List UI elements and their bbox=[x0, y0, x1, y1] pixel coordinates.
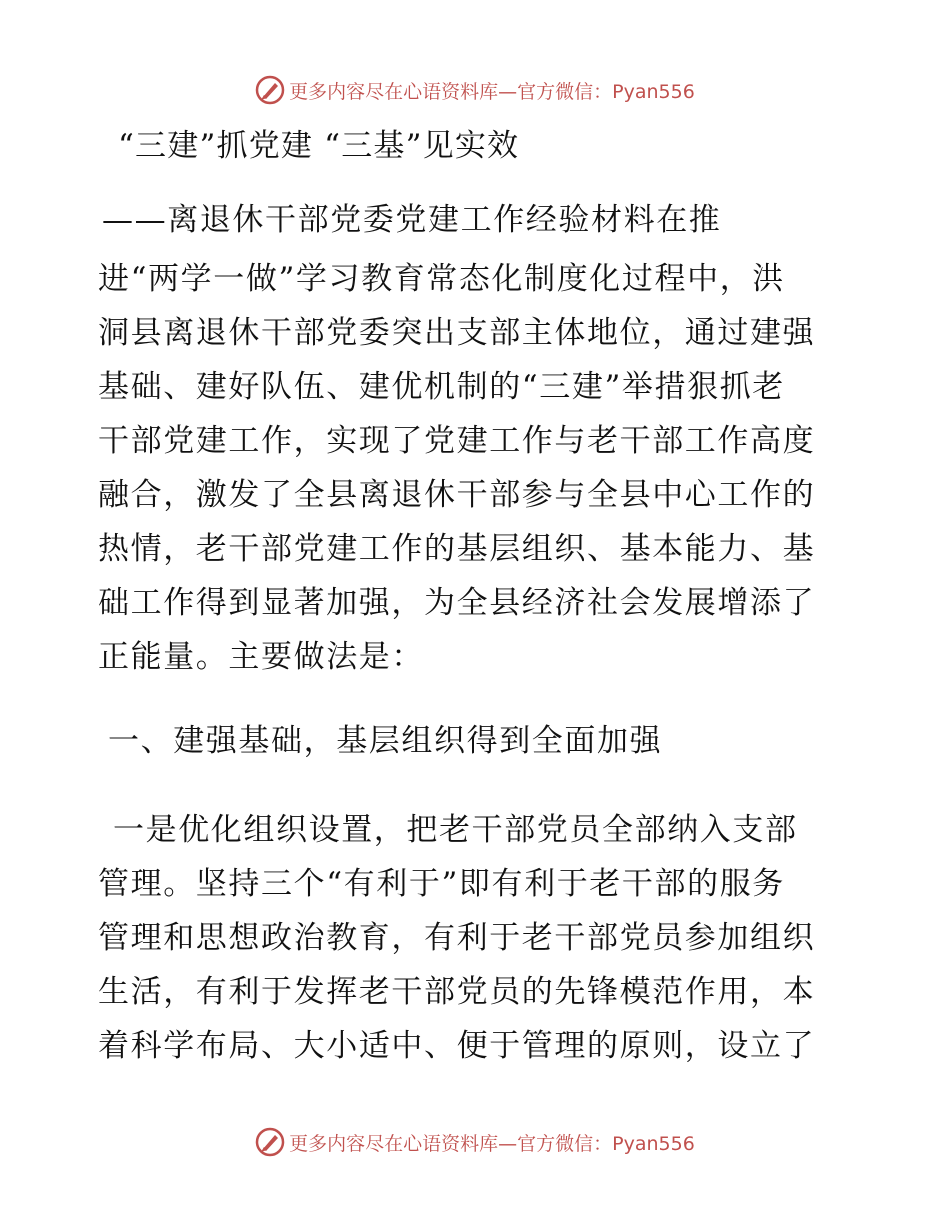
paragraph-line: 础工作得到显著加强，为全县经济社会发展增添了 bbox=[98, 585, 816, 621]
document-title: “三建”抓党建 “三基”见实效 bbox=[118, 128, 520, 164]
header-watermark bbox=[0, 70, 950, 110]
paragraph-line: 一是优化组织设置，把老干部党员全部纳入支部 bbox=[113, 812, 798, 848]
section-heading: 一、建强基础，基层组织得到全面加强 bbox=[108, 723, 663, 759]
paragraph-line: 生活，有利于发挥老干部党员的先锋模范作用，本 bbox=[98, 974, 816, 1010]
document-subtitle: ——离退休干部党委党建工作经验材料在推 bbox=[102, 202, 722, 238]
watermark-text: 更多内容尽在心语资料库—官方微信：Pyan556 bbox=[289, 80, 695, 103]
paragraph-line: 管理。坚持三个“有利于”即有利于老干部的服务 bbox=[98, 866, 785, 902]
paragraph-line: 干部党建工作，实现了党建工作与老干部工作高度 bbox=[98, 423, 816, 459]
footer-watermark bbox=[0, 1122, 950, 1162]
paragraph-line: 融合，激发了全县离退休干部参与全县中心工作的 bbox=[98, 477, 816, 513]
pen-logo-icon bbox=[255, 75, 285, 105]
paragraph-line: 基础、建好队伍、建优机制的“三建”举措狠抓老 bbox=[98, 369, 785, 405]
paragraph-line: 热情，老干部党建工作的基层组织、基本能力、基 bbox=[98, 531, 816, 567]
paragraph-line: 着科学布局、大小适中、便于管理的原则，设立了 bbox=[98, 1028, 816, 1064]
paragraph-line: 正能量。主要做法是： bbox=[98, 639, 424, 675]
watermark-text: 更多内容尽在心语资料库—官方微信：Pyan556 bbox=[289, 1132, 695, 1155]
paragraph-line: 管理和思想政治教育，有利于老干部党员参加组织 bbox=[98, 920, 816, 956]
paragraph-line: 进“两学一做”学习教育常态化制度化过程中，洪 bbox=[98, 261, 785, 297]
paragraph-line: 洞县离退休干部党委突出支部主体地位，通过建强 bbox=[98, 315, 816, 351]
pen-logo-icon bbox=[255, 1127, 285, 1157]
